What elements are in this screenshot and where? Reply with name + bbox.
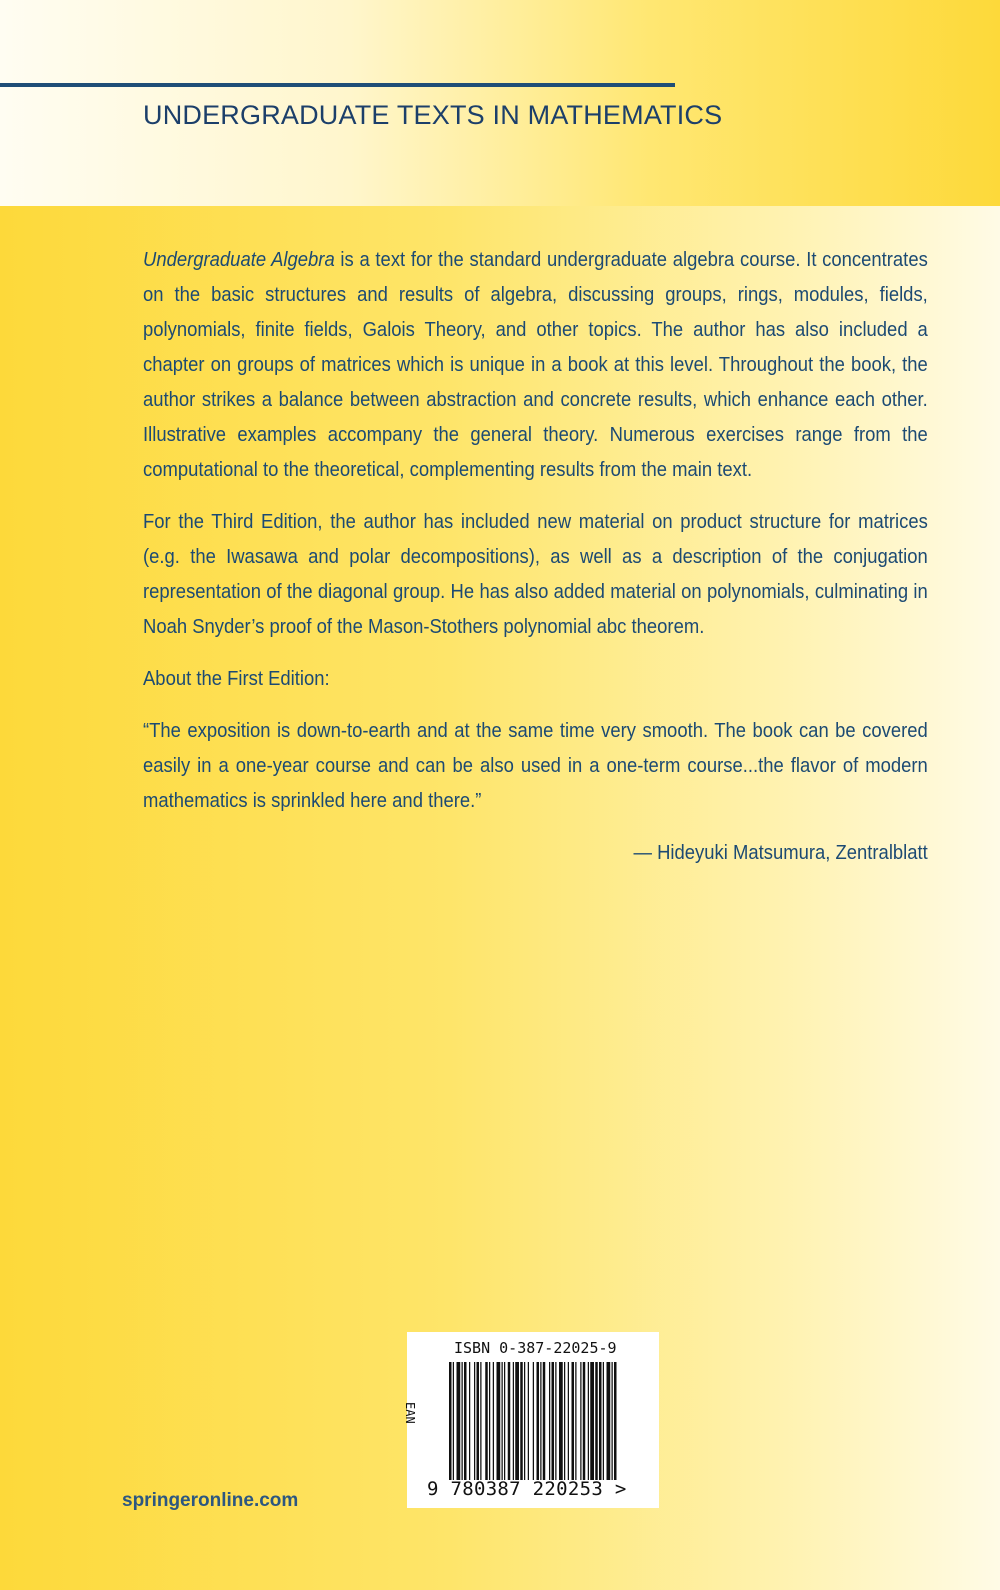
book-title: Undergraduate Algebra [143, 248, 335, 271]
ean-label: EAN [403, 1402, 417, 1424]
blurb-paragraph-1 [143, 242, 928, 487]
about-first-edition-heading: About the First Edition: [143, 667, 330, 690]
barcode-graphic [447, 1362, 619, 1480]
series-rule [0, 83, 675, 87]
isbn-number: ISBN 0-387-22025-9 [454, 1339, 617, 1357]
barcode-panel [403, 1332, 659, 1508]
quote-attribution: — Hideyuki Matsumura, Zentralblatt [633, 841, 928, 864]
series-title: UNDERGRADUATE TEXTS IN MATHEMATICS [143, 100, 723, 130]
review-quote: “The exposition is down-to-earth and at the same time very smooth. The book can be covered easily in a one-year course and can be also used in a one-term course...the flavor of modern mathematics is sprinkled here and there.” [143, 719, 928, 812]
publisher-url: springeronline.com [122, 1490, 299, 1511]
ean-digits: 9 780387 220253 > [427, 1478, 627, 1500]
back-cover-blurb [143, 242, 928, 887]
blurb-paragraph-2: For the Third Edition, the author has included new material on product structure for matrices (e.g. the Iwasawa and polar decompositions), as well as a description of the conjugation representation of the diagonal group. He has also added material on polynomials, culminating in Noah Snyder’s proof of the Mason-Stothers polynomial abc theorem. [143, 510, 928, 638]
blurb-paragraph-1-text: is a text for the standard undergraduate algebra course. It concentrates on the basic structures and results of algebra, discussing groups, rings, modules, fields, polynomials, finite fields, Galois Theory, and other topics. The author has also included a chapter on groups of matrices which is unique in a book at this level. Throughout the book, the author strikes a balance between abstraction and concrete results, which enhance each other. Illustrative examples accompany the general theory. Numerous exercises range from the computational to the theoretical, complementing results from the main text. [143, 248, 928, 481]
